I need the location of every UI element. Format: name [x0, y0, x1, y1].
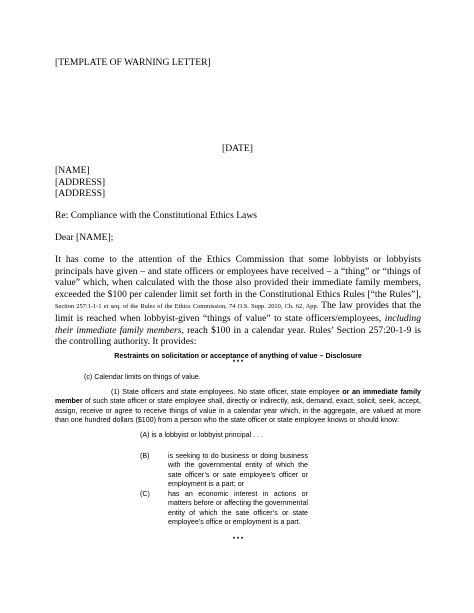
rules-citation: Section 257:1-1-1 et seq. of the Rules of the Ethics Commission, 74 O.S. Supp. 2010, Ch. 62, App.	[55, 303, 319, 311]
quote-stars-bottom: * * *	[232, 537, 244, 543]
item-b-text: is seeking to do business or doing business with the governmental entity of which the sate officer’s or sate employee’s officer or employment is a part; or	[168, 452, 308, 489]
template-title: [TEMPLATE OF WARNING LETTER]	[55, 57, 211, 68]
item-b-label: (B)	[140, 452, 150, 460]
state-officers-text-b: of such state officer or state employee shall, directly or indirectly, ask, demand, exact, solicit, seek, accept, assign, receive or agree to receive things of value in a calendar year which, in the aggregate, are valued at more than one hundred dollars ($100) from a person who the state officer or state employee knows or should know:	[55, 397, 421, 425]
state-officers-bold: or an immediate family member	[55, 388, 422, 406]
body-text-c: , reach $100 in a calendar year. Rules’ Section 257:20-1-9 is the controlling authority. It provides:	[55, 324, 421, 348]
body-text-italic: including their immediate family members	[55, 312, 421, 336]
recipient-address-line-2: [ADDRESS]	[55, 188, 106, 200]
item-a-label: (A)	[140, 431, 150, 439]
body-text-a: It has come to the attention of the Ethics Commission that some lobbyists or lobbyists principals have given – and state officers or employees have received – a “thing” or “things of value” which, when calculated with the those also provided their immediate family members, exceeded the $100 per calender limit set forth in the Constitutional Ethics Rules [“the Rules”],	[55, 254, 421, 300]
recipient-address-line-1: [ADDRESS]	[55, 176, 106, 188]
re-line: Re: Compliance with the Constitutional Ethics Laws	[55, 210, 257, 221]
body-text-b: The law provides that the limit is reached when lobbyist-given “things of value” to state officers/employees,	[55, 300, 421, 324]
quote-heading: Restraints on solicitation or acceptance of anything of value – Disclosure	[114, 352, 362, 360]
item-a-text: is a lobbyist or lobbyist principal . . .	[151, 431, 264, 439]
item-a	[140, 431, 263, 440]
recipient-name: [NAME]	[55, 165, 90, 176]
body-paragraph	[55, 254, 421, 348]
quote-stars-top: * * *	[232, 360, 244, 366]
item-c-label: (C)	[140, 490, 150, 498]
salutation: Dear [NAME];	[55, 232, 114, 243]
calendar-limits-line: (c) Calendar limits on things of value.	[84, 373, 201, 381]
address-block	[55, 165, 105, 200]
item-c-text: has an economic interest in actions or matters before or affecting the governmental entity of which the sate officer’s or state employee’s office or employment is a part.	[168, 490, 308, 527]
state-officers-text-a: (1) State officers and state employees. No state officer, state employee	[111, 388, 343, 396]
letter-date: [DATE]	[222, 143, 253, 154]
state-officers-paragraph	[55, 388, 421, 426]
